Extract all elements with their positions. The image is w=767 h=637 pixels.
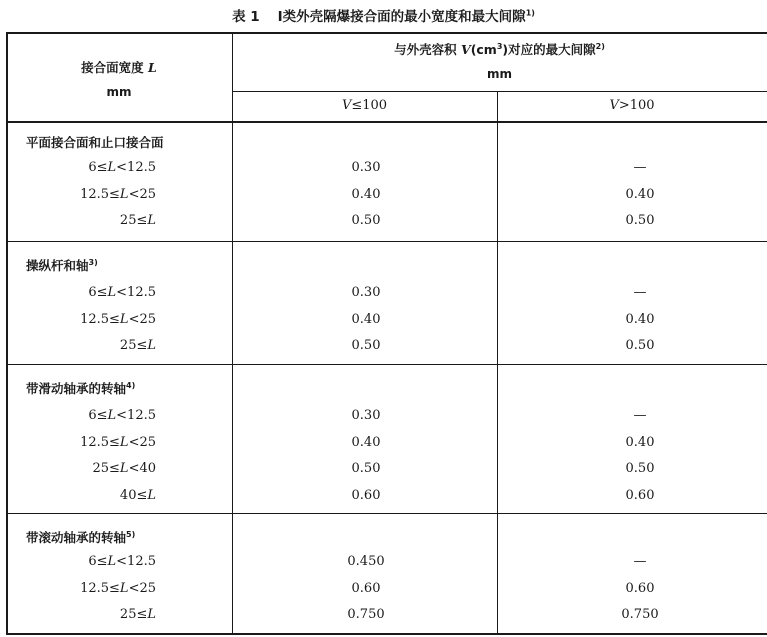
group-label [26, 133, 164, 151]
group-label-text: 带滑动轴承的转轴 [26, 381, 127, 396]
col-divider-1 [232, 32, 233, 635]
width-range [6, 607, 156, 622]
col1-rest: ≤100 [351, 98, 388, 113]
gap-value-gt-100: — [633, 285, 647, 300]
range-post: <25 [128, 434, 156, 450]
range-pre: 12.5≤ [80, 311, 120, 327]
group-footnote-ref: 4) [126, 380, 136, 390]
col2-rest: >100 [618, 98, 655, 113]
width-range [6, 187, 156, 202]
table-top-border [6, 32, 767, 34]
group-divider-3 [6, 513, 767, 514]
group-label-text: 操纵杆和轴 [26, 258, 89, 273]
gap-value-gt-100: — [633, 408, 647, 423]
range-post: <25 [128, 580, 156, 596]
range-pre: 6≤ [88, 408, 108, 423]
range-var: L [107, 408, 117, 423]
gap-header-footnote-ref: 2) [595, 41, 605, 51]
width-range [6, 435, 156, 450]
title-footnote-ref: 1) [525, 8, 535, 18]
width-header-var: L [148, 60, 157, 75]
range-post: <12.5 [116, 160, 156, 175]
gap-value-gt-100: 0.50 [625, 461, 655, 476]
width-header-unit: mm [106, 85, 132, 99]
group-label-text: 平面接合面和止口接合面 [26, 135, 164, 150]
width-range [6, 338, 156, 353]
width-range [6, 160, 156, 175]
width-column-header [6, 56, 232, 104]
range-var: L [119, 461, 129, 476]
range-post: <12.5 [116, 285, 156, 300]
table-title [0, 5, 767, 29]
range-pre: 12.5≤ [80, 434, 120, 450]
gap-header-unit-exp: 3 [496, 41, 503, 51]
gap-value-gt-100: 0.40 [625, 311, 655, 327]
table-title-text: Ⅰ类外壳隔爆接合面的最小宽度和最大间隙 [277, 9, 526, 25]
range-pre: 25≤ [119, 213, 148, 228]
gap-value-gt-100: 0.60 [625, 580, 655, 596]
gap-value-le-100: 0.60 [351, 580, 381, 596]
range-var: L [147, 607, 156, 622]
range-var: L [147, 213, 156, 228]
group-label [26, 256, 98, 274]
gap-header-unit: mm [486, 67, 512, 81]
gap-value-le-100: 0.40 [351, 434, 381, 450]
gap-value-le-100: 0.60 [351, 487, 381, 503]
range-post: <25 [128, 311, 156, 327]
width-range [6, 488, 156, 503]
gap-value-le-100: 0.40 [351, 186, 381, 202]
gap-column-header [232, 38, 767, 86]
gap-value-le-100: 0.50 [351, 461, 381, 476]
width-range [6, 554, 156, 569]
range-post: <25 [128, 186, 156, 202]
range-pre: 12.5≤ [80, 580, 120, 596]
gap-value-le-100: 0.450 [347, 554, 385, 569]
range-var: L [107, 554, 117, 569]
col1-var: V [341, 98, 352, 113]
gap-value-gt-100: — [633, 160, 647, 175]
range-var: L [119, 186, 129, 202]
gap-header-prefix: 与外壳容积 [394, 42, 461, 57]
range-pre: 12.5≤ [80, 186, 120, 202]
range-var: L [119, 580, 129, 596]
range-post: <40 [128, 461, 156, 476]
range-var: L [107, 285, 117, 300]
range-post: <12.5 [116, 408, 156, 423]
width-range [6, 461, 156, 476]
volume-gt-100-header [497, 98, 767, 113]
range-var: L [147, 338, 156, 353]
range-post: <12.5 [116, 554, 156, 569]
width-range [6, 408, 156, 423]
volume-le-100-header [232, 98, 497, 113]
col-divider-2 [497, 91, 498, 635]
table-number: 表 1 [232, 9, 260, 25]
gap-value-le-100: 0.750 [347, 607, 385, 622]
width-range [6, 285, 156, 300]
header-bottom-border [6, 121, 767, 123]
range-pre: 40≤ [119, 487, 148, 503]
range-pre: 6≤ [88, 554, 108, 569]
group-divider-2 [6, 364, 767, 365]
gap-value-gt-100: 0.40 [625, 186, 655, 202]
gap-value-le-100: 0.40 [351, 311, 381, 327]
gap-header-var: V [460, 42, 471, 57]
header-mid-line [232, 91, 767, 92]
range-pre: 25≤ [119, 607, 148, 622]
gap-header-suffix: )对应的最大间隙 [502, 42, 596, 57]
gap-value-le-100: 0.50 [351, 338, 381, 353]
gap-value-le-100: 0.30 [351, 285, 381, 300]
gap-value-gt-100: 0.50 [625, 338, 655, 353]
range-pre: 25≤ [92, 461, 120, 476]
gap-header-unit-open: (cm [470, 42, 497, 57]
range-var: L [107, 160, 117, 175]
col2-var: V [609, 98, 619, 113]
gap-value-gt-100: 0.40 [625, 434, 655, 450]
gap-value-gt-100: 0.50 [625, 213, 655, 228]
group-label-text: 带滚动轴承的转轴 [26, 530, 127, 545]
gap-value-le-100: 0.30 [351, 160, 381, 175]
group-footnote-ref: 5) [126, 529, 136, 539]
gap-table [6, 32, 767, 636]
range-pre: 25≤ [119, 338, 148, 353]
gap-value-le-100: 0.30 [351, 408, 381, 423]
range-pre: 6≤ [88, 285, 108, 300]
gap-value-gt-100: 0.60 [625, 487, 655, 503]
gap-value-le-100: 0.50 [351, 213, 381, 228]
range-var: L [119, 434, 129, 450]
table-left-border [6, 32, 8, 635]
range-var: L [147, 487, 156, 503]
width-range [6, 312, 156, 327]
width-range [6, 213, 156, 228]
group-divider-1 [6, 241, 767, 242]
table-bottom-border [6, 633, 767, 635]
width-range [6, 581, 156, 596]
width-header-label: 接合面宽度 [81, 60, 149, 75]
range-pre: 6≤ [88, 160, 108, 175]
range-var: L [119, 311, 129, 327]
group-label [26, 379, 135, 397]
group-label [26, 528, 135, 546]
gap-value-gt-100: — [633, 554, 647, 569]
group-footnote-ref: 3) [88, 257, 98, 267]
gap-value-gt-100: 0.750 [621, 607, 659, 622]
